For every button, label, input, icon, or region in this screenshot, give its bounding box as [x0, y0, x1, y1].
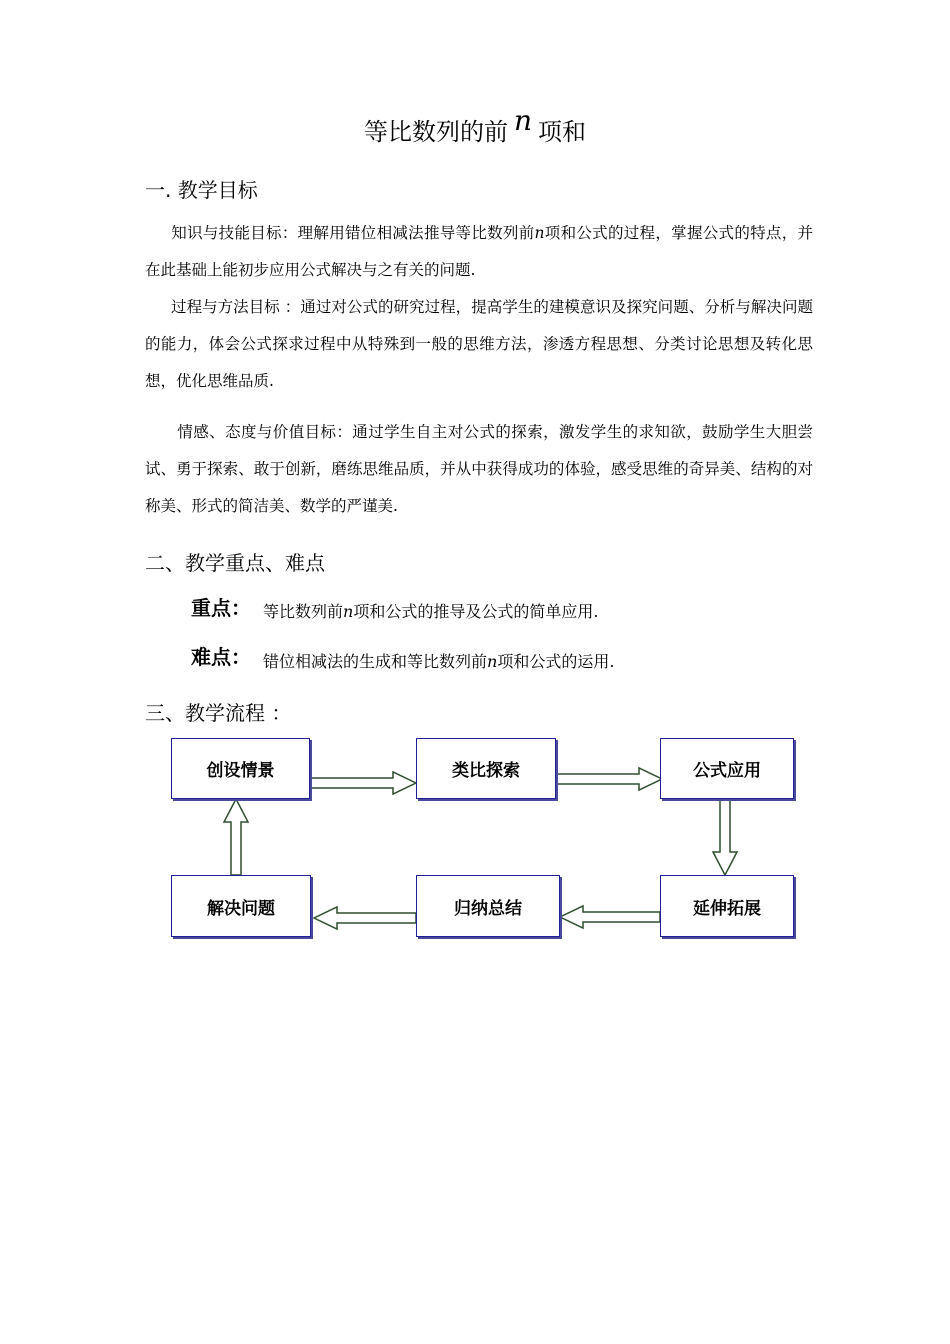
- section1-heading: 一. 教学目标: [145, 178, 258, 202]
- arrow-right-2: [557, 768, 662, 790]
- flow-step-solve-problem: 解决问题: [171, 875, 311, 937]
- key-point-label: 重点：: [191, 596, 251, 620]
- flow-step-summary: 归纳总结: [416, 875, 560, 937]
- diff-text-a: 错位相减法的生成和等比数列前: [263, 652, 488, 671]
- p1-text-a: 知识与技能目标：理解用错位相减法推导等比数列前: [171, 224, 535, 242]
- title-suffix: 项和: [538, 118, 587, 146]
- key-text-a: 等比数列前: [263, 602, 344, 621]
- arrow-left-1: [560, 906, 660, 928]
- arrow-up: [224, 799, 248, 875]
- difficulty-label: 难点：: [191, 645, 251, 669]
- p3-text: 情感、态度与价值目标：通过学生自主对公式的探索，激发学生的求知欲，鼓励学生大胆尝试、勇于探索、敢于创新，磨练思维品质，并从中获得成功的体验，感受思维的奇异美、结构的对称美、形式的简洁美、数学的严谨美.: [145, 423, 813, 515]
- p1-text-b: 项和公式的过程，掌握公式的特点，并在此基础上能初步应用公式解决与之有关的问题.: [145, 224, 813, 279]
- p1-variable: n: [534, 224, 545, 242]
- title-prefix: 等比数列的前: [363, 118, 508, 146]
- diff-variable: n: [487, 652, 498, 671]
- flow-step-create-scenario: 创设情景: [171, 738, 310, 799]
- arrow-down: [713, 800, 737, 875]
- key-text-b: 项和公式的推导及公式的简单应用.: [353, 602, 599, 621]
- flow-step-analogy-explore: 类比探索: [416, 738, 556, 799]
- key-variable: n: [343, 602, 354, 621]
- arrow-left-2: [314, 907, 416, 929]
- arrow-right-1: [311, 772, 416, 794]
- title-variable: n: [513, 104, 533, 137]
- section3-heading: 三、教学流程 ：: [145, 701, 292, 725]
- flow-step-formula-application: 公式应用: [660, 738, 794, 799]
- p2-text: 过程与方法目标 ：通过对公式的研究过程，提高学生的建模意识及探究问题、分析与解决问题的能力，体会公式探求过程中从特殊到一般的思维方法，渗透方程思想、分类讨论思想及转化思想，优化思维品质.: [145, 298, 813, 390]
- section2-heading: 二、教学重点、难点: [145, 551, 325, 575]
- diff-text-b: 项和公式的运用.: [497, 652, 615, 671]
- flow-step-extension: 延伸拓展: [660, 875, 794, 937]
